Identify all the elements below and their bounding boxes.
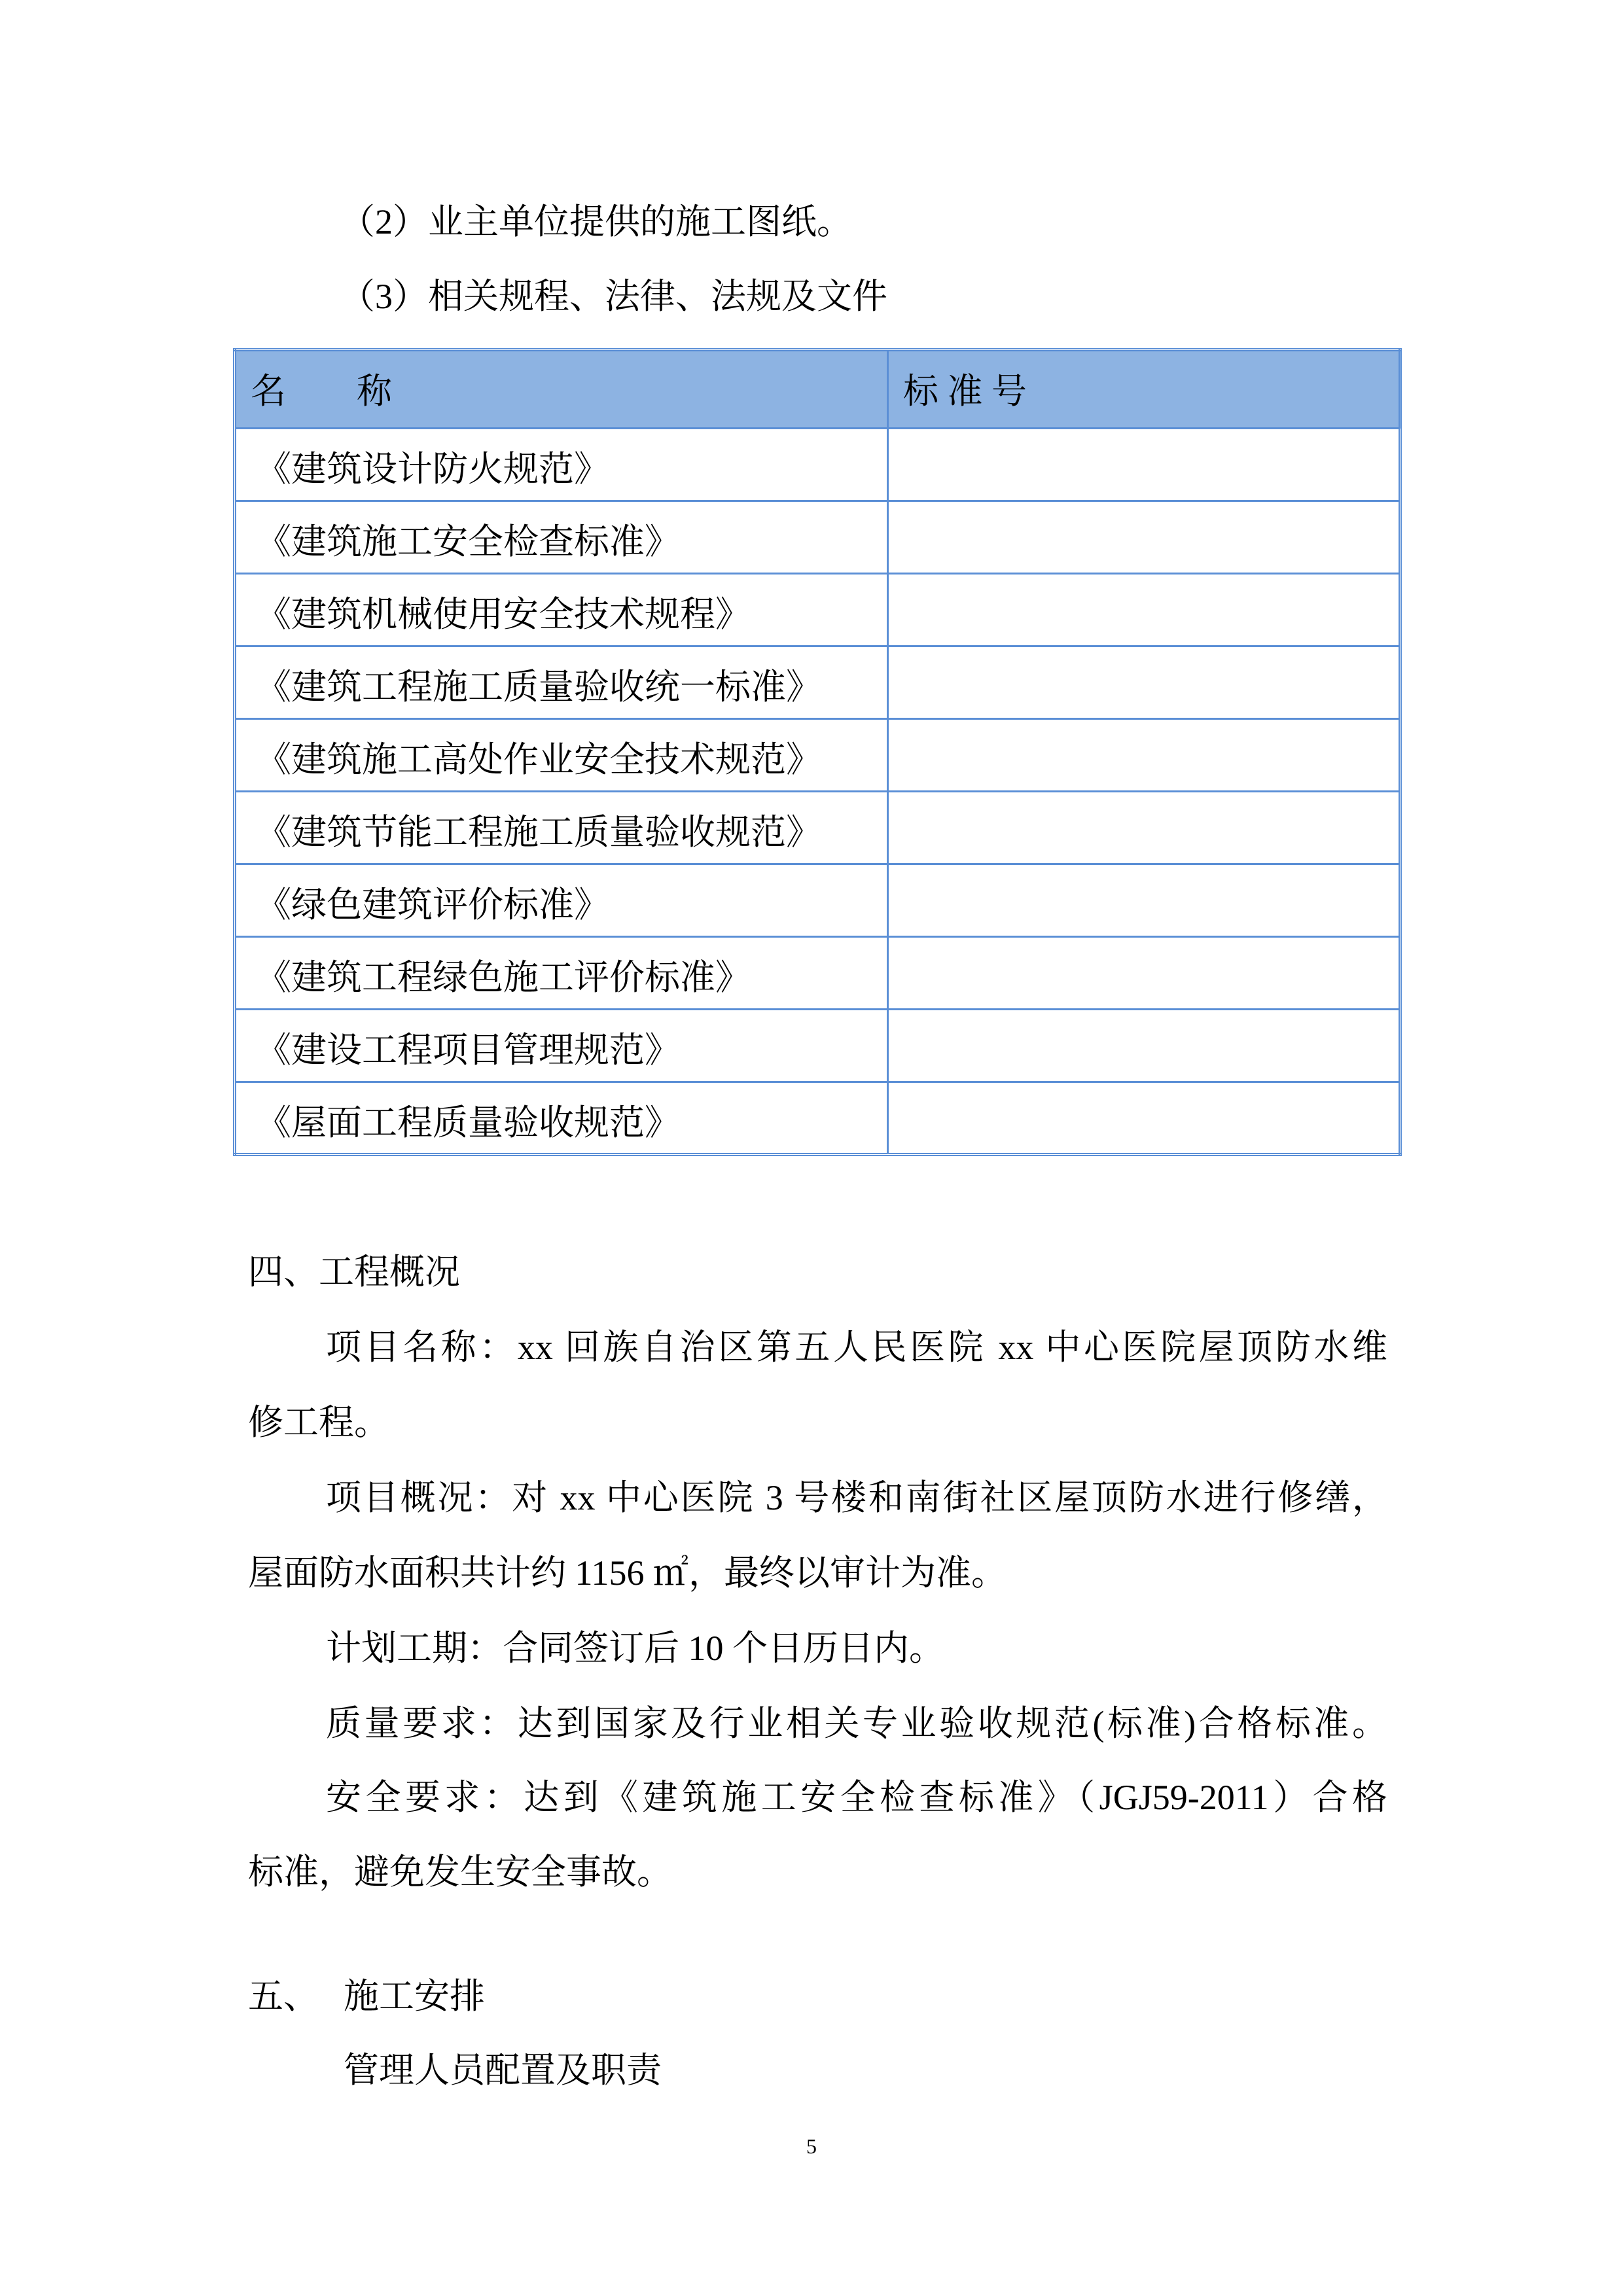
safety-line2: 标准，避免发生安全事故。 <box>248 1852 672 1892</box>
table-row <box>235 1010 1400 1082</box>
table-header-row <box>235 350 1400 429</box>
header-name: 名 称 <box>235 350 888 429</box>
cell-name: 《建筑设计防火规范》 <box>235 429 888 501</box>
schedule: 计划工期：合同签订后 10 个日历日内。 <box>326 1629 944 1668</box>
standards-table <box>233 348 1402 1156</box>
section4-heading: 四、工程概况 <box>248 1252 460 1292</box>
cell-name: 《建筑工程施工质量验收统一标准》 <box>235 646 888 719</box>
table-row <box>235 646 1400 719</box>
table-row <box>235 937 1400 1010</box>
cell-name: 《绿色建筑评价标准》 <box>235 864 888 937</box>
cell-standard-no <box>888 1082 1400 1155</box>
section5-subheading: 管理人员配置及职责 <box>344 2051 662 2090</box>
cell-standard-no <box>888 792 1400 864</box>
header-standard-no: 标 准 号 <box>888 350 1400 429</box>
cell-name: 《建设工程项目管理规范》 <box>235 1010 888 1082</box>
table-row <box>235 574 1400 646</box>
table-row <box>235 429 1400 501</box>
cell-name: 《建筑工程绿色施工评价标准》 <box>235 937 888 1010</box>
table-row <box>235 792 1400 864</box>
quality-requirement: 质量要求：达到国家及行业相关专业验收规范(标准)合格标准。 <box>326 1704 1387 1743</box>
intro-line-3: （3）相关规程、法律、法规及文件 <box>340 277 887 316</box>
cell-name: 《建筑机械使用安全技术规程》 <box>235 574 888 646</box>
cell-standard-no <box>888 864 1400 937</box>
section5-heading: 施工安排 <box>344 1977 485 2016</box>
cell-standard-no <box>888 937 1400 1010</box>
section5-number: 五、 <box>248 1977 319 2016</box>
overview-line2: 屋面防水面积共计约 1156 ㎡，最终以审计为准。 <box>248 1553 1007 1593</box>
cell-standard-no <box>888 719 1400 792</box>
overview-line1: 项目概况：对 xx 中心医院 3 号楼和南街社区屋顶防水进行修缮， <box>326 1478 1387 1517</box>
project-name-line1: 项目名称：xx 回族自治区第五人民医院 xx 中心医院屋顶防水维 <box>326 1328 1387 1367</box>
cell-standard-no <box>888 429 1400 501</box>
cell-standard-no <box>888 1010 1400 1082</box>
page-number: 5 <box>806 2134 817 2158</box>
table-row <box>235 501 1400 574</box>
table-row <box>235 864 1400 937</box>
intro-line-2: （2）业主单位提供的施工图纸。 <box>340 202 852 241</box>
cell-standard-no <box>888 574 1400 646</box>
table-row <box>235 1082 1400 1155</box>
cell-standard-no <box>888 646 1400 719</box>
cell-name: 《屋面工程质量验收规范》 <box>235 1082 888 1155</box>
table-row <box>235 719 1400 792</box>
cell-standard-no <box>888 501 1400 574</box>
cell-name: 《建筑施工高处作业安全技术规范》 <box>235 719 888 792</box>
cell-name: 《建筑施工安全检查标准》 <box>235 501 888 574</box>
project-name-line2: 修工程。 <box>248 1403 389 1442</box>
safety-line1: 安全要求：达到《建筑施工安全检查标准》（JGJ59-2011）合格 <box>326 1778 1387 1817</box>
cell-name: 《建筑节能工程施工质量验收规范》 <box>235 792 888 864</box>
